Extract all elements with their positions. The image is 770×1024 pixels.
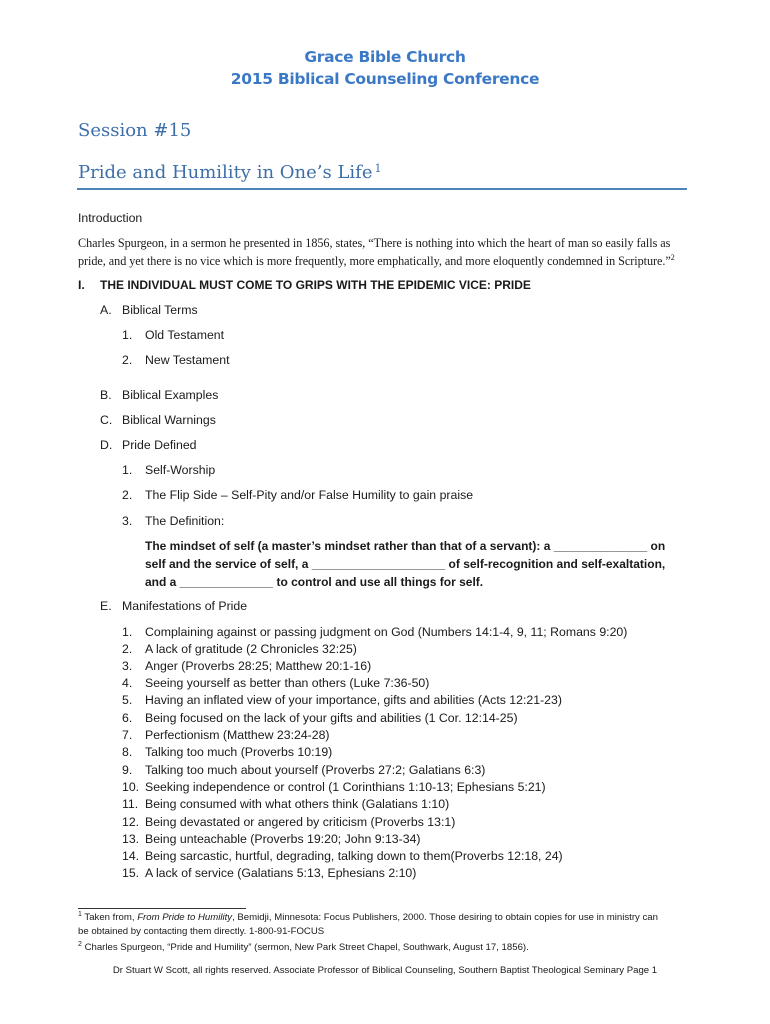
title-text: Pride and Humility in One’s Life [78,162,373,183]
outline-D2-number: 2. [122,488,133,502]
outline-D1-number: 1. [122,463,133,477]
definition-line-1: The mindset of self (a master’s mindset rather than that of a servant): a ______________ on [145,539,666,553]
outline-D3-text: The Definition: [145,514,225,528]
list-item: Having an inflated view of your importance, gifts and abilities (Acts 12:21-23) [145,693,562,707]
outline-A-letter: A. [100,303,112,317]
list-item: Seeking independence or control (1 Corinthians 1:10-13; Ephesians 5:21) [145,780,546,794]
footnote-1 [78,911,658,923]
conference-title: 2015 Biblical Counseling Conference [230,70,540,88]
outline-D-letter: D. [100,438,113,452]
list-item: Talking too much about yourself (Proverbs 27:2; Galatians 6:3) [145,763,486,777]
list-item-number: 9. [122,763,133,777]
list-item: A lack of gratitude (2 Chronicles 32:25) [145,642,357,656]
list-item-number: 14. [122,849,140,863]
footnote-1-book-title: From Pride to Humility [137,912,233,923]
outline-A1-text: Old Testament [145,328,225,342]
intro-line-2-text: pride, and yet there is no vice which is more frequently, more emphatically, and more eloquently condemned in Scripture.” [78,254,671,269]
footnote-1-continued: be obtained by contacting them directly. 1-800-91-FOCUS [78,926,325,937]
section-1-numeral: I. [78,278,85,292]
list-item: Being unteachable (Proverbs 19:20; John 9:13-34) [145,832,421,846]
list-item: A lack of service (Galatians 5:13, Ephesians 2:10) [145,866,417,880]
intro-line-2 [78,253,675,269]
footnote-divider [78,908,246,909]
list-item-number: 11. [122,797,139,811]
list-item: Being sarcastic, hurtful, degrading, talking down to them(Proverbs 12:18, 24) [145,849,563,863]
page-footer: Dr Stuart W Scott, all rights reserved. Associate Professor of Biblical Counseling, Southern Baptist Theological Seminary Page 1 [112,965,658,976]
list-item-number: 13. [122,832,140,846]
outline-A1-number: 1. [122,328,133,342]
list-item: Being devastated or angered by criticism (Proverbs 13:1) [145,815,456,829]
list-item-number: 2. [122,642,133,656]
outline-A2-text: New Testament [145,353,230,367]
outline-A-label: Biblical Terms [122,303,198,317]
intro-heading: Introduction [78,211,143,225]
list-item-number: 12. [122,815,140,829]
definition-line-3: and a ______________ to control and use all things for self. [145,575,484,589]
title-divider [77,188,687,190]
page-title [78,162,381,183]
list-item: Being consumed with what others think (Galatians 1:10) [145,797,450,811]
list-item-number: 10. [122,780,140,794]
list-item-number: 3. [122,659,133,673]
list-item: Anger (Proverbs 28:25; Matthew 20:1-16) [145,659,372,673]
list-item-number: 1. [122,625,133,639]
list-item: Talking too much (Proverbs 10:19) [145,745,333,759]
church-name: Grace Bible Church [304,48,466,66]
list-item: Perfectionism (Matthew 23:24-28) [145,728,330,742]
outline-C-letter: C. [100,413,113,427]
intro-line-1: Charles Spurgeon, in a sermon he presented in 1856, states, “There is nothing into which the heart of man so easily falls as [78,236,671,250]
footnote-1-mark: 1 [78,911,82,918]
list-item-number: 7. [122,728,133,742]
list-item-number: 6. [122,711,133,725]
session-number: Session #15 [78,120,192,141]
outline-D3-number: 3. [122,514,133,528]
intro-footnote-ref: 2 [670,253,675,262]
outline-D2-text: The Flip Side – Self-Pity and/or False Humility to gain praise [145,488,474,502]
list-item: Seeing yourself as better than others (Luke 7:36-50) [145,676,430,690]
footnote-1-text-a: Taken from, [81,912,138,923]
title-footnote-ref: 1 [374,162,382,175]
list-item-number: 4. [122,676,133,690]
list-item-number: 15. [122,866,140,880]
outline-A2-number: 2. [122,353,133,367]
footnote-2-mark: 2 [78,941,82,948]
footnote-1-text-b: , Bemidji, Minnesota: Focus Publishers, 2000. Those desiring to obtain copies for use in ministry can [232,912,658,923]
definition-line-2: self and the service of self, a ____________________ of self-recognition and self-exaltation, [145,557,666,571]
outline-D1-text: Self-Worship [145,463,216,477]
outline-C-label: Biblical Warnings [122,413,216,427]
outline-E-letter: E. [100,599,112,613]
outline-B-letter: B. [100,388,112,402]
outline-B-label: Biblical Examples [122,388,219,402]
footnote-2-text: Charles Spurgeon, “Pride and Humility” (sermon, New Park Street Chapel, Southwark, August 17, 1856). [81,942,529,953]
list-item: Complaining against or passing judgment on God (Numbers 14:1-4, 9, 11; Romans 9:20) [145,625,628,639]
list-item: Being focused on the lack of your gifts and abilities (1 Cor. 12:14-25) [145,711,518,725]
list-item-number: 8. [122,745,133,759]
list-item-number: 5. [122,693,133,707]
outline-D-label: Pride Defined [122,438,197,452]
section-1-heading: THE INDIVIDUAL MUST COME TO GRIPS WITH THE EPIDEMIC VICE: PRIDE [100,278,531,292]
outline-E-label: Manifestations of Pride [122,599,248,613]
footnote-2 [78,941,529,953]
